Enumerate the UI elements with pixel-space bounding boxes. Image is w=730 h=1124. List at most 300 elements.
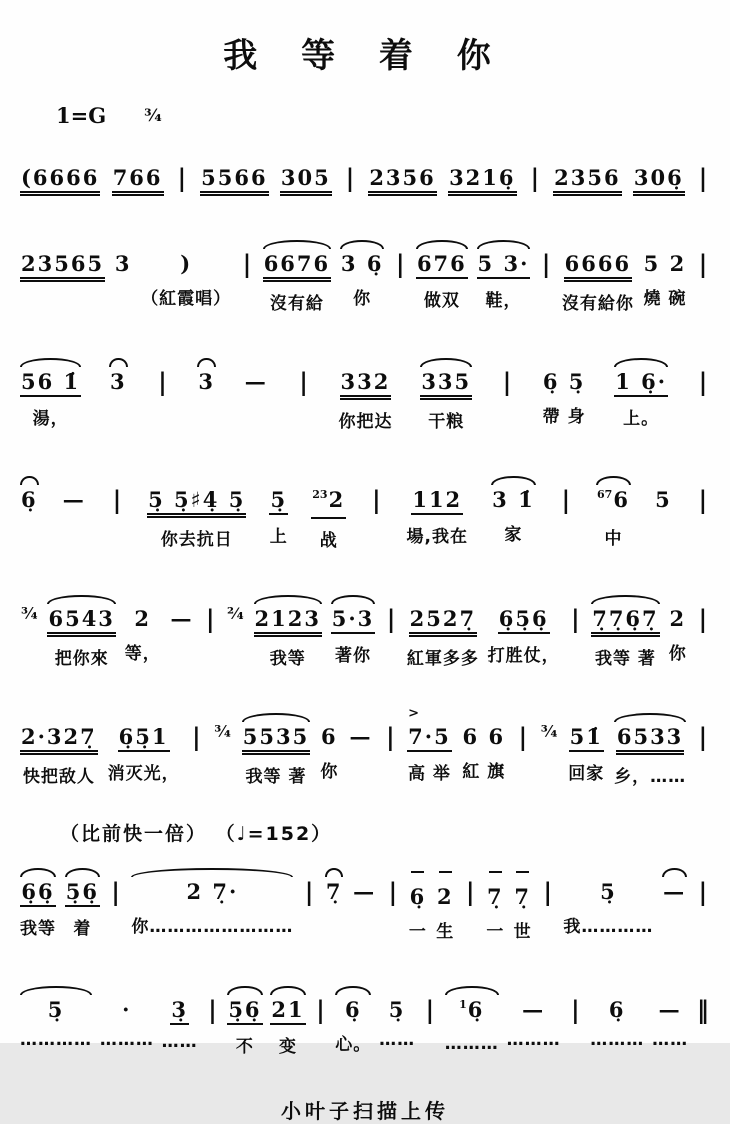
note-text xyxy=(65,879,100,907)
note-group xyxy=(568,713,604,784)
note-group xyxy=(20,476,39,513)
note-text xyxy=(197,369,216,395)
note-text xyxy=(352,879,377,905)
note-digits: 5 xyxy=(655,487,672,512)
barline xyxy=(302,868,316,905)
note-group xyxy=(320,713,339,782)
note-digits: | xyxy=(385,722,395,751)
note-text xyxy=(20,601,39,627)
note-text xyxy=(420,369,472,400)
note-digits: 7̣ xyxy=(514,884,531,909)
note-group xyxy=(407,476,468,547)
score xyxy=(14,154,716,1057)
note-group xyxy=(325,868,344,905)
note-digits: 5·3 xyxy=(331,606,375,631)
note-digits: 5̣ xyxy=(600,879,617,904)
note-group xyxy=(633,154,685,196)
note-digits: 6̣ xyxy=(344,997,362,1022)
note-group xyxy=(20,713,98,787)
note-group xyxy=(643,240,688,309)
note-digits: 2·327̣ xyxy=(21,724,97,749)
barline xyxy=(696,358,710,395)
note-digits: ¾ xyxy=(21,604,38,623)
note-group xyxy=(553,154,621,196)
note-group xyxy=(652,986,688,1050)
note-digits: 335 xyxy=(421,369,472,394)
slur-arc xyxy=(596,476,631,485)
barline xyxy=(343,154,357,191)
note-text xyxy=(448,165,516,196)
note-digits: 2 7̣· xyxy=(186,879,239,904)
note-digits: 3̣ xyxy=(171,997,188,1022)
grace-notes: 1 xyxy=(459,998,467,1011)
note-digits: 3 6̣ xyxy=(340,251,384,276)
lyric: 場,我在 xyxy=(406,527,468,547)
barline xyxy=(528,154,542,191)
note-group xyxy=(280,154,332,196)
note-digits: 2 xyxy=(134,606,152,631)
lyric: 一 xyxy=(408,922,427,942)
barline xyxy=(155,358,169,395)
note-text xyxy=(491,487,536,513)
barline-glyph xyxy=(299,369,308,395)
barline-glyph xyxy=(466,879,475,905)
note-text xyxy=(409,884,428,910)
note-text xyxy=(200,165,268,196)
barline xyxy=(696,476,710,513)
note-group xyxy=(477,240,531,311)
note-group xyxy=(47,595,115,669)
slur-arc xyxy=(242,713,310,722)
note-text xyxy=(668,606,687,632)
note-group xyxy=(491,476,536,545)
note-digits: | xyxy=(205,604,215,633)
note-group xyxy=(269,476,288,547)
note-group xyxy=(109,358,128,395)
lyric: 你 xyxy=(353,289,372,309)
note-digits: 3216̣ xyxy=(449,165,516,190)
note-digits: 6̣ xyxy=(409,884,427,909)
note-text xyxy=(498,606,550,634)
barline xyxy=(696,713,710,750)
note-digits: | xyxy=(304,877,314,906)
barline xyxy=(369,476,383,513)
note-text xyxy=(20,165,100,196)
time-signature xyxy=(20,595,39,632)
note-digits: 6666 xyxy=(564,251,632,276)
note-digits: | xyxy=(395,249,405,278)
note-group xyxy=(486,868,505,942)
note-digits: | xyxy=(242,249,252,278)
note-digits: | xyxy=(502,367,512,396)
note-group xyxy=(614,358,668,429)
note-digits: | xyxy=(425,995,435,1024)
note-group xyxy=(368,154,436,196)
barline-glyph xyxy=(519,724,528,750)
lyric: 你把达 xyxy=(338,412,393,432)
slur-arc xyxy=(591,595,659,604)
note-group xyxy=(340,240,385,309)
note-group xyxy=(114,240,133,277)
score-line xyxy=(20,358,710,432)
note-digits: 5̣6̣ xyxy=(228,997,262,1022)
note-group xyxy=(338,358,392,432)
lyric: 我等 著 xyxy=(594,649,656,669)
note-digits: | xyxy=(112,485,122,514)
note-text xyxy=(340,369,392,400)
note-text xyxy=(254,606,322,637)
key-signature: 1=G xyxy=(56,103,107,128)
barline-glyph xyxy=(698,879,707,905)
note-digits: (6666 xyxy=(21,165,100,190)
slur-arc xyxy=(491,476,536,485)
note-group xyxy=(379,986,415,1050)
lyric: 高 举 xyxy=(407,764,451,784)
note-text xyxy=(320,724,339,750)
note-text xyxy=(280,165,332,196)
note-digits: — xyxy=(353,879,377,904)
lyric: 紅軍多多 xyxy=(406,649,479,669)
score-line xyxy=(20,476,710,551)
note-group xyxy=(596,476,631,549)
note-text xyxy=(331,606,376,634)
barline xyxy=(383,713,397,750)
note-digits: 5 2 xyxy=(643,251,687,276)
note-digits: — xyxy=(349,724,373,749)
tenuto-line xyxy=(516,871,529,880)
note-group xyxy=(131,868,293,937)
note-text xyxy=(462,724,507,750)
lyric: 心。 xyxy=(335,1035,372,1055)
note-text xyxy=(553,165,621,196)
note-digits: | xyxy=(316,995,325,1024)
slur-arc xyxy=(131,868,293,877)
note-group xyxy=(20,358,81,429)
note-text xyxy=(591,606,659,637)
note-text xyxy=(263,251,331,282)
barline xyxy=(696,868,710,905)
note-group xyxy=(563,868,653,937)
barline xyxy=(205,986,219,1023)
barline-glyph xyxy=(389,879,398,905)
lyric: 我等 xyxy=(20,919,56,939)
lyric: 帶 身 xyxy=(542,407,586,427)
note-digits: 5̣ xyxy=(388,997,406,1022)
note-text xyxy=(486,884,505,910)
lyric: ……… xyxy=(99,1030,154,1050)
note-digits: 1 6̣· xyxy=(615,369,668,394)
note-digits: 3 xyxy=(198,369,215,394)
note-digits: | xyxy=(518,722,528,751)
lyric: 不 xyxy=(235,1037,254,1057)
note-text xyxy=(147,487,246,518)
lyric: 著你 xyxy=(335,646,372,666)
note-digits: | xyxy=(388,877,398,906)
slur-arc xyxy=(325,868,344,877)
accent-mark: > xyxy=(408,706,420,721)
slur-arc xyxy=(335,986,371,995)
note-digits: | xyxy=(698,249,708,278)
note-digits: 6543 xyxy=(48,606,115,631)
slur-arc xyxy=(445,986,499,995)
lyric: 一 xyxy=(486,922,505,942)
lyric: …… xyxy=(379,1030,416,1050)
lyric: 家 xyxy=(504,525,523,545)
barline-glyph xyxy=(111,879,120,905)
score-line xyxy=(20,595,710,669)
note-digits: 6̣5̣1 xyxy=(118,724,169,749)
note-digits: 7̣ xyxy=(487,884,504,909)
note-group xyxy=(108,713,180,784)
lyric: 鞋， xyxy=(485,291,522,311)
note-group xyxy=(591,595,659,669)
note-digits: | xyxy=(698,877,708,906)
note-group xyxy=(436,868,455,942)
lyric: 沒有給 xyxy=(269,294,324,314)
note-digits: 6 xyxy=(321,724,338,749)
lyric: 上。 xyxy=(623,409,660,429)
note-group xyxy=(416,240,468,311)
note-digits: 6 6 xyxy=(462,724,506,749)
barline xyxy=(568,986,582,1023)
lyric: 快把敌人 xyxy=(22,767,95,787)
note-text xyxy=(185,879,239,905)
note-text xyxy=(62,487,87,513)
lyric: 你…………………… xyxy=(131,917,294,937)
note-digits: | xyxy=(386,604,396,633)
lyric: 打胜仗， xyxy=(487,646,560,666)
note-group xyxy=(200,154,268,196)
time-signature: ¾ xyxy=(144,106,162,126)
lyric: 你 xyxy=(668,644,687,664)
note-text xyxy=(521,997,546,1023)
note-digits: ) xyxy=(180,251,193,276)
lyric: 回家 xyxy=(568,764,605,784)
note-digits: 5535 xyxy=(242,724,310,749)
note-text xyxy=(311,487,346,519)
note-group xyxy=(352,868,377,905)
note-text xyxy=(270,997,305,1025)
slur-arc xyxy=(614,358,668,367)
barline-glyph xyxy=(503,369,512,395)
barline-glyph xyxy=(396,251,405,277)
note-digits: ¾ xyxy=(214,722,231,741)
note-digits: 56 1̇ xyxy=(21,369,81,394)
note-digits: ¾ xyxy=(540,722,558,741)
lyric: 我………… xyxy=(563,917,654,937)
slur-arc xyxy=(109,358,128,367)
barline-glyph xyxy=(305,879,314,905)
slur-arc xyxy=(331,595,376,604)
note-digits: 2 xyxy=(669,606,687,631)
note-digits: 21 xyxy=(271,997,305,1022)
note-digits: | xyxy=(530,163,540,192)
note-digits: 5̣ xyxy=(47,997,65,1022)
note-digits: 332 xyxy=(340,369,391,394)
note-digits: 3 xyxy=(114,251,132,276)
slur-arc xyxy=(20,358,81,367)
barline xyxy=(384,595,398,632)
note-group xyxy=(513,868,532,942)
score-line xyxy=(20,706,710,787)
barline-glyph xyxy=(372,487,381,513)
lyric: ……… xyxy=(444,1034,499,1054)
slur-arc xyxy=(254,595,322,604)
note-text xyxy=(121,997,132,1023)
note-text xyxy=(388,997,407,1023)
lyric: …… xyxy=(161,1032,198,1052)
note-group xyxy=(409,868,428,942)
barline-glyph xyxy=(543,879,552,905)
note-text xyxy=(569,724,604,752)
note-group xyxy=(270,986,305,1057)
note-text xyxy=(368,165,436,196)
note-text xyxy=(599,879,618,905)
note-digits: | xyxy=(111,877,121,906)
score-line xyxy=(20,868,710,942)
note-text xyxy=(169,606,194,632)
note-digits: | xyxy=(465,877,475,906)
note-text xyxy=(170,997,189,1025)
lyric: 乡，…… xyxy=(614,767,687,787)
lyric: 湯， xyxy=(32,409,69,429)
note-text xyxy=(114,251,133,277)
note-group xyxy=(20,240,105,282)
lyric: 你 xyxy=(320,762,339,782)
barline-glyph xyxy=(530,165,539,191)
note-group xyxy=(542,358,587,427)
note-digits: | xyxy=(208,995,217,1024)
note-group xyxy=(668,595,687,664)
lyric: 中 xyxy=(604,529,623,549)
note-group xyxy=(162,986,198,1052)
note-digits: | xyxy=(371,485,381,514)
note-text xyxy=(477,251,531,279)
note-digits: | xyxy=(158,367,167,396)
note-digits: 51̇ xyxy=(569,724,603,749)
barline xyxy=(696,154,710,191)
slur-arc xyxy=(263,240,331,249)
note-text xyxy=(20,487,39,513)
note-group xyxy=(590,986,644,1050)
lyric: 等， xyxy=(124,644,161,664)
note-digits: — xyxy=(663,879,687,904)
note-digits: 6̣ xyxy=(608,997,626,1022)
note-text xyxy=(213,719,232,745)
note-text xyxy=(344,997,363,1023)
note-text xyxy=(608,997,627,1023)
barline-glyph xyxy=(177,165,186,191)
note-group xyxy=(448,154,516,196)
note-digits: 6̣ xyxy=(467,997,485,1022)
barline xyxy=(240,240,254,277)
lyric: 沒有給你 xyxy=(561,294,634,314)
note-digits: | xyxy=(561,485,571,514)
note-text xyxy=(20,369,81,397)
lyric: 上 xyxy=(269,527,288,547)
note-digits: | xyxy=(698,722,708,751)
tenuto-line xyxy=(439,871,452,880)
barline xyxy=(189,713,203,750)
barline xyxy=(516,713,530,750)
note-digits: — xyxy=(62,487,86,512)
lyric: ……… xyxy=(506,1030,561,1050)
note-digits: | xyxy=(299,367,308,396)
note-digits: | xyxy=(543,877,553,906)
barline xyxy=(559,476,573,513)
note-group xyxy=(507,986,561,1050)
barline xyxy=(696,595,710,632)
note-digits: 2123 xyxy=(254,606,321,631)
note-group xyxy=(254,595,322,669)
slur-arc xyxy=(20,868,56,877)
barline-glyph xyxy=(243,251,252,277)
note-digits: 6̣6̣ xyxy=(21,879,55,904)
slur-arc xyxy=(477,240,531,249)
slur-arc xyxy=(416,240,468,249)
note-text xyxy=(436,884,455,910)
score-line xyxy=(20,240,710,314)
tenuto-line xyxy=(489,871,502,880)
barline-glyph xyxy=(699,369,708,395)
note-group xyxy=(335,986,371,1055)
note-digits: 3 1̇ xyxy=(492,487,535,512)
note-digits: | xyxy=(698,367,708,396)
lyric: 变 xyxy=(278,1037,297,1057)
note-text xyxy=(244,369,269,395)
note-text xyxy=(658,997,683,1023)
note-digits: | xyxy=(541,249,551,278)
barline-glyph xyxy=(699,724,708,750)
note-group xyxy=(263,240,331,314)
uploader-credit: 小叶子扫描上传 xyxy=(281,1099,449,1123)
note-text xyxy=(227,997,262,1025)
slur-arc xyxy=(65,868,100,877)
note-digits: — xyxy=(522,997,546,1022)
barline-glyph xyxy=(571,997,580,1023)
barline-glyph xyxy=(387,606,396,632)
barline-glyph xyxy=(206,606,215,632)
barline-glyph xyxy=(698,606,707,632)
note-text xyxy=(542,369,587,395)
barline-glyph xyxy=(699,251,708,277)
note-digits: 2527̣ xyxy=(409,606,477,631)
note-digits: 2 xyxy=(436,884,454,909)
lyric: 燒 碗 xyxy=(643,289,687,309)
slur-arc xyxy=(270,986,305,995)
note-text xyxy=(349,724,374,750)
note-text xyxy=(340,251,385,277)
song-title: 我 等 着 你 xyxy=(223,36,507,76)
note-group xyxy=(462,713,507,782)
note-text xyxy=(633,165,685,196)
note-digits: 5̣ xyxy=(270,487,288,512)
note-text xyxy=(47,606,115,637)
slur-arc xyxy=(614,713,686,722)
note-group xyxy=(20,868,56,939)
lyric: 干粮 xyxy=(428,412,465,432)
lyric: …… xyxy=(652,1030,689,1050)
note-group xyxy=(112,154,164,196)
note-digits: ‖ xyxy=(696,995,709,1024)
note-text xyxy=(458,997,485,1027)
slur-arc xyxy=(227,986,262,995)
note-group xyxy=(407,706,452,784)
note-digits: 112 xyxy=(412,487,463,512)
note-digits: 7·5 xyxy=(408,724,451,749)
note-digits: 6676 xyxy=(263,251,331,276)
note-text xyxy=(47,997,66,1023)
